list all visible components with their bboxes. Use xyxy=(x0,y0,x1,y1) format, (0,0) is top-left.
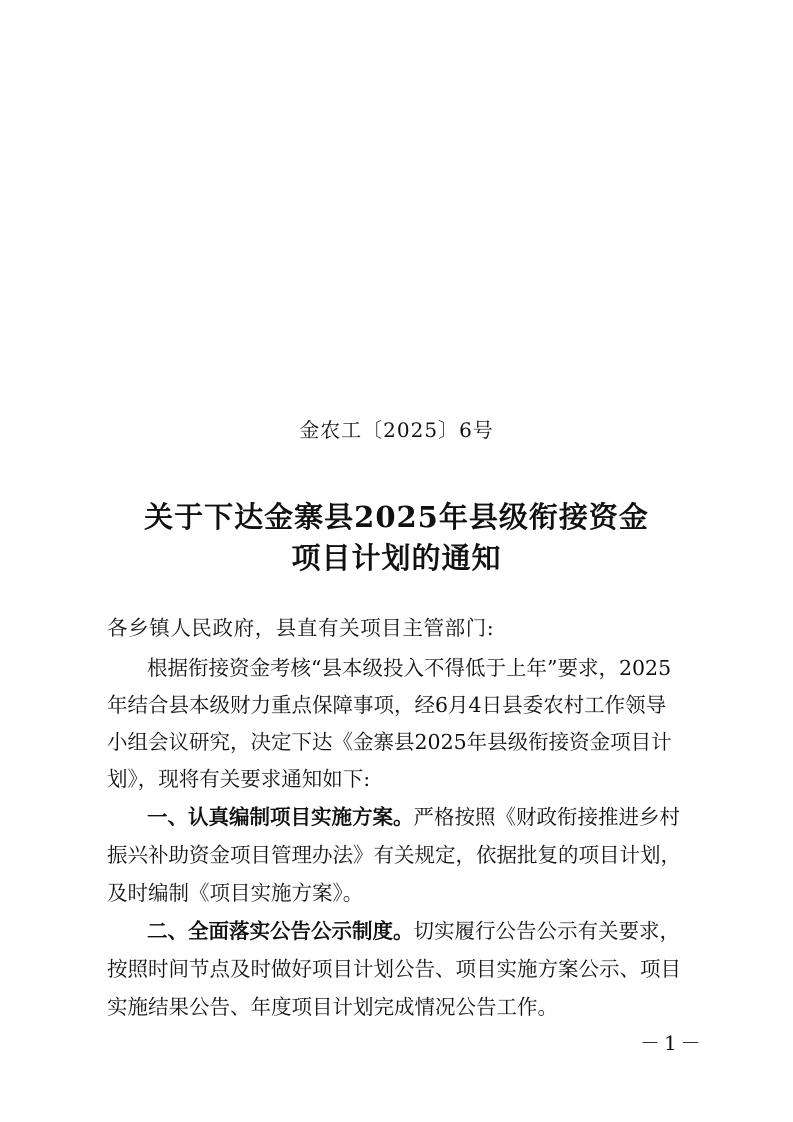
paragraph-1-line-1: 根据衔接资金考核“县本级投入不得低于上年”要求，2025 xyxy=(147,656,672,680)
document-number: 金农工〔2025〕6号 xyxy=(299,418,494,442)
section-2-heading: 二、全面落实公告公示制度。 xyxy=(147,919,414,943)
section-1-text-1: 严格按照《财政衔接推进乡村 xyxy=(413,805,680,829)
section-1-line-1 xyxy=(147,800,697,830)
section-2-line-1 xyxy=(147,914,697,944)
page-number: －1－ xyxy=(640,1031,705,1055)
document-title-line-2: 项目计划的通知 xyxy=(291,541,502,575)
section-2-text-1: 切实履行公告公示有关要求， xyxy=(413,919,680,943)
section-2-line-3: 实施结果公告、年度项目计划完成情况公告工作。 xyxy=(107,995,558,1019)
salutation: 各乡镇人民政府，县直有关项目主管部门: xyxy=(107,616,495,640)
section-1-line-2: 振兴补助资金项目管理办法》有关规定，依据批复的项目计划， xyxy=(107,843,681,867)
paragraph-1-line-4: 划》，现将有关要求通知如下: xyxy=(107,767,371,791)
section-2-line-2: 按照时间节点及时做好项目计划公告、项目实施方案公示、项目 xyxy=(107,957,681,981)
paragraph-1-line-2: 年结合县本级财力重点保障事项，经6月4日县委农村工作领导 xyxy=(107,693,667,717)
section-1-heading: 一、认真编制项目实施方案。 xyxy=(147,805,414,829)
document-title-line-1: 关于下达金寨县2025年县级衔接资金 xyxy=(144,500,649,534)
paragraph-1-line-3: 小组会议研究，决定下达《金寨县2025年县级衔接资金项目计 xyxy=(107,730,672,754)
section-1-line-3: 及时编制《项目实施方案》。 xyxy=(107,881,364,905)
